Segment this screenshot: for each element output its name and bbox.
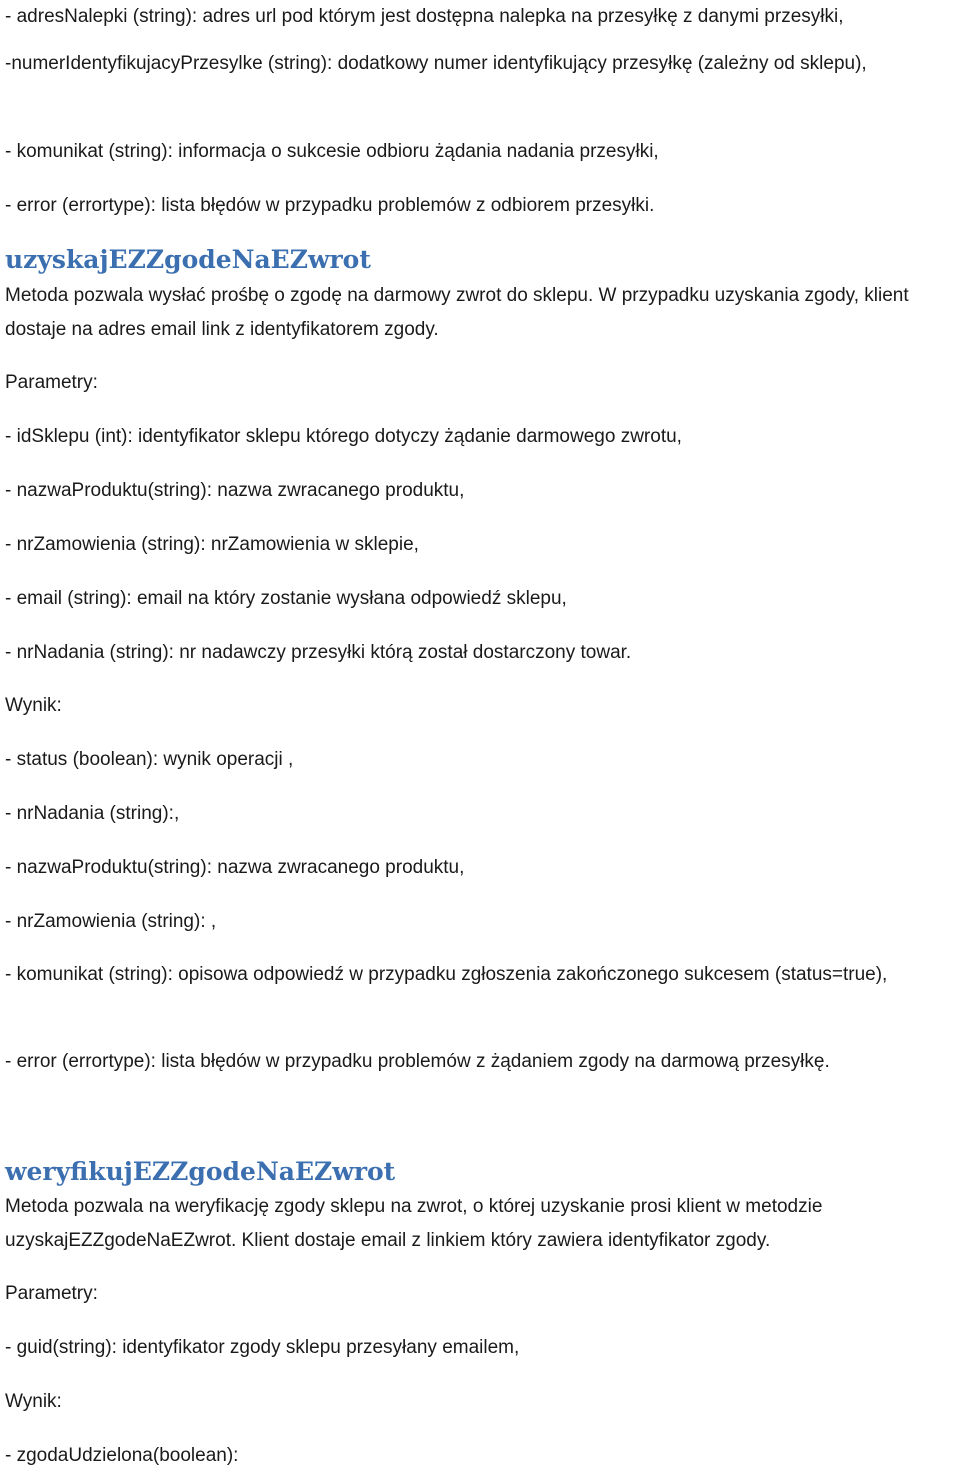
param-guid: - guid(string): identyfikator zgody sklepu przesyłany emailem, xyxy=(5,1337,520,1358)
result-zgodaudzielona: - zgodaUdzielona(boolean): xyxy=(5,1445,239,1466)
result-nazwaproduktu: - nazwaProduktu(string): nazwa zwracanego produktu, xyxy=(5,857,465,878)
result-nrzamowienia: - nrZamowienia (string): , xyxy=(5,911,217,932)
intro-item-komunikat: - komunikat (string): informacja o sukcesie odbioru żądania nadania przesyłki, xyxy=(5,141,659,162)
param-nrnadania: - nrNadania (string): nr nadawczy przesyłki którą został dostarczony towar. xyxy=(5,642,632,663)
param-nazwaproduktu: - nazwaProduktu(string): nazwa zwracanego produktu, xyxy=(5,480,465,501)
params-label-uzyskaj: Parametry: xyxy=(5,372,98,393)
intro-item-numer-identyfikujacy: -numerIdentyfikujacyPrzesylke (string): dodatkowy numer identyfikujący przesyłkę (zależny od sklepu), xyxy=(5,53,867,74)
section-title-uzyskaj: uzyskajEZZgodeNaEZwrot xyxy=(5,245,371,274)
result-label-weryfikuj: Wynik: xyxy=(5,1391,62,1412)
param-idsklepu: - idSklepu (int): identyfikator sklepu którego dotyczy żądanie darmowego zwrotu, xyxy=(5,426,682,447)
intro-item-error: - error (errortype): lista błędów w przypadku problemów z odbiorem przesyłki. xyxy=(5,195,655,216)
result-komunikat: - komunikat (string): opisowa odpowiedź w przypadku zgłoszenia zakończonego sukcesem (status=true), xyxy=(5,964,888,985)
param-email: - email (string): email na który zostanie wysłana odpowiedź sklepu, xyxy=(5,588,567,609)
params-label-weryfikuj: Parametry: xyxy=(5,1283,98,1304)
section-description-weryfikuj: Metoda pozwala na weryfikację zgody sklepu na zwrot, o której uzyskanie prosi klient w metodzie uzyskajEZZgodeNaEZwrot. Klient dostaje email z linkiem który zawiera identyfikator zgody. xyxy=(5,1196,823,1251)
intro-item-adres-nalepki: - adresNalepki (string): adres url pod którym jest dostępna nalepka na przesyłkę z danymi przesyłki, xyxy=(5,6,844,27)
result-error: - error (errortype): lista błędów w przypadku problemów z żądaniem zgody na darmową przesyłkę. xyxy=(5,1051,830,1072)
result-status: - status (boolean): wynik operacji , xyxy=(5,749,294,770)
result-label-uzyskaj: Wynik: xyxy=(5,695,62,716)
section-title-weryfikuj: weryfikujEZZgodeNaEZwrot xyxy=(5,1157,396,1186)
section-description-uzyskaj: Metoda pozwala wysłać prośbę o zgodę na darmowy zwrot do sklepu. W przypadku uzyskania zgody, klient dostaje na adres email link z identyfikatorem zgody. xyxy=(5,285,909,340)
param-nrzamowienia: - nrZamowienia (string): nrZamowienia w sklepie, xyxy=(5,534,419,555)
result-nrnadania: - nrNadania (string):, xyxy=(5,803,180,824)
